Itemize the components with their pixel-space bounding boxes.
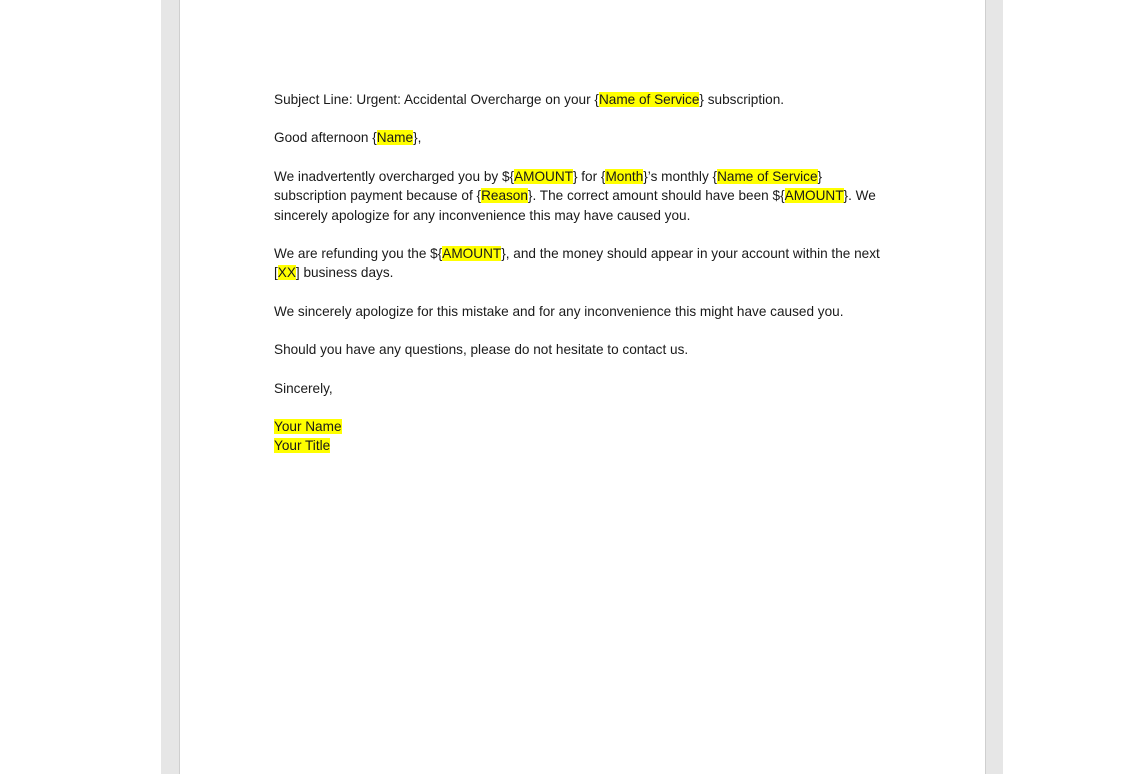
placeholder-reason[interactable]: Reason	[481, 188, 528, 204]
placeholder-amount[interactable]: AMOUNT	[784, 188, 844, 204]
questions-paragraph[interactable]: Should you have any questions, please do not hesitate to contact us.	[274, 342, 689, 358]
closing-line[interactable]: Sincerely,	[274, 380, 333, 396]
page-gutter-left	[161, 0, 180, 774]
para1-text-5: }. The correct amount should have been ${	[527, 188, 785, 204]
greeting-prefix: Good afternoon {	[274, 130, 377, 146]
para2-text-1: We are refunding you the ${	[274, 246, 443, 262]
greeting-suffix: },	[413, 130, 422, 146]
apology-paragraph[interactable]: We sincerely apologize for this mistake and for any inconvenience this might have caused you.	[274, 303, 844, 319]
placeholder-xx[interactable]: XX	[277, 265, 296, 281]
refund-paragraph[interactable]	[274, 244, 894, 283]
para1-text-3: }’s monthly {	[643, 168, 718, 184]
greeting-line[interactable]	[274, 128, 894, 147]
placeholder-your-title[interactable]: Your Title	[274, 438, 331, 454]
para1-text-1: We inadvertently overcharged you by ${	[274, 168, 515, 184]
letter-body[interactable]	[274, 90, 894, 456]
placeholder-name-of-service[interactable]: Name of Service	[717, 168, 818, 184]
para2-text-2: }, and the money should appear in your account within the next [	[274, 246, 880, 281]
placeholder-amount[interactable]: AMOUNT	[442, 246, 502, 262]
subject-suffix: } subscription.	[699, 92, 785, 107]
signature-block[interactable]	[274, 417, 894, 456]
para1-text-4: } subscription payment because of {	[274, 168, 823, 204]
page-gutter-right	[985, 0, 1003, 774]
para1-text-2: } for {	[572, 168, 606, 184]
para2-text-3: ] business days.	[295, 265, 394, 281]
placeholder-name[interactable]: Name	[376, 130, 414, 146]
overcharge-paragraph[interactable]	[274, 167, 894, 225]
placeholder-month[interactable]: Month	[605, 168, 644, 184]
para1-text-6: }. We sincerely apologize for any inconvenience this may have caused you.	[274, 188, 876, 223]
subject-line[interactable]	[274, 90, 894, 109]
document-page[interactable]	[180, 0, 985, 774]
placeholder-your-name[interactable]: Your Name	[274, 419, 342, 435]
subject-prefix: Subject Line: Urgent: Accidental Overcharge on your {	[274, 92, 599, 107]
placeholder-name-of-service[interactable]: Name of Service	[598, 92, 700, 107]
placeholder-amount[interactable]: AMOUNT	[514, 168, 573, 184]
